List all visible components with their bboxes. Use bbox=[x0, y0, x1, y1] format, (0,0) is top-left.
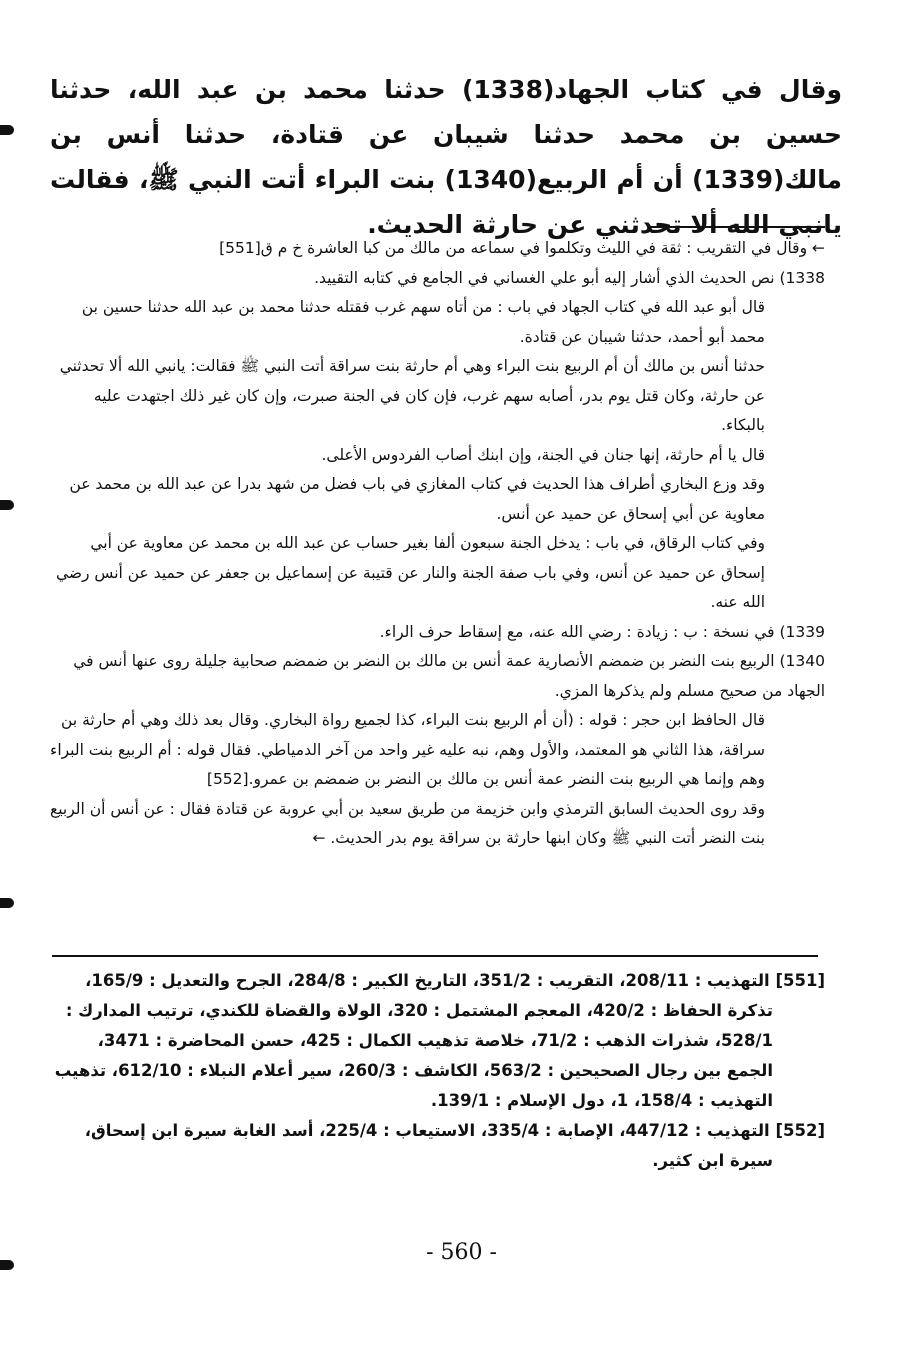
footnotes bbox=[50, 234, 825, 854]
separator-long bbox=[52, 955, 818, 957]
margin-mark bbox=[0, 898, 14, 908]
footnote-1338-para: وفي كتاب الرقاق، في باب : يدخل الجنة سبعون ألفا بغير حساب عن عبد الله بن محمد عن معاوية عن أبي إسحاق عن حميد عن أنس، وفي باب صفة الجنة والنار عن قتيبة عن إسماعيل بن جعفر عن حميد عن أنس رضي الله عنه. bbox=[55, 534, 765, 611]
footnote-1338-para: قال أبو عبد الله في كتاب الجهاد في باب : من أتاه سهم غرب فقتله حدثنا محمد بن عبد الله حدثنا حسين بن محمد أبو أحمد، حدثنا شيبان عن قتادة. bbox=[81, 298, 765, 346]
page-number: - 560 - bbox=[426, 1240, 497, 1265]
footnote-1340-para: وقد روى الحديث السابق الترمذي وابن خزيمة من طريق سعيد بن أبي عروبة عن قتادة فقال : عن أنس أن الربيع بنت النضر أتت النبي ﷺ وكان ابنها حارثة بن سراقة يوم بدر الحديث. ← bbox=[50, 799, 765, 847]
footnote-1340-para: قال الحافظ ابن حجر : قوله : (أن أم الربيع بنت البراء، كذا لجميع رواة البخاري. وقال بعد ذلك وهي أم حارثة بن سراقة، هذا الثاني هو المعتمد، والأول وهم، نبه عليه غير واحد من آخر الدمياطي. فقال قوله : أم الربيع بنت البراء وهم وإنما هي الربيع بنت النضر عمة أنس بن مالك بن النضر بن ضمضم بن عمرو.[552] bbox=[50, 711, 765, 788]
footnote-1338-para: وقد وزع البخاري أطراف هذا الحديث في كتاب المغازي في باب فضل من شهد بدرا عن عبد الله بن محمد عن معاوية عن أبي إسحاق عن حميد عن أنس. bbox=[69, 475, 765, 523]
margin-mark bbox=[0, 1260, 14, 1270]
footnote-continued: ← وقال في التقريب : ثقة في الليث وتكلموا في سماعه من مالك من كبا العاشرة خ م ق[551] bbox=[219, 239, 825, 257]
margin-mark bbox=[0, 125, 14, 135]
reference-552: [552] التهذيب : 447/12، الإصابة : 335/4، الاستيعاب : 225/4، أسد الغابة سيرة ابن إسحاق، سيرة ابن كثير. bbox=[84, 1121, 825, 1170]
footnote-1338: 1338) نص الحديث الذي أشار إليه أبو علي الغساني في الجامع في كتابه التقييد. bbox=[314, 268, 825, 287]
margin-mark bbox=[0, 500, 14, 510]
separator-short bbox=[650, 226, 825, 228]
footnote-1338-para: حدثنا أنس بن مالك أن أم الربيع بنت البراء وهي أم حارثة بنت سراقة أتت النبي ﷺ فقالت: يانبي الله ألا تحدثني عن حارثة، وكان قتل يوم بدر، أصابه سهم غرب، فإن كان في الجنة صبرت، وإن كان غير ذلك اجتهدت عليه بالبكاء. bbox=[59, 357, 765, 434]
footnote-1338-para: قال يا أم حارثة، إنها جنان في الجنة، وإن ابنك أصاب الفردوس الأعلى. bbox=[321, 445, 765, 464]
references bbox=[50, 966, 825, 1176]
reference-551: [551] التهذيب : 208/11، التقريب : 351/2، التاريخ الكبير : 284/8، الجرح والتعديل : 165/9، تذكرة الحفاظ : 420/2، المعجم المشتمل : 320، الولاة والقضاة للكندي، ترتيب المدارك : 528/1، شذرات الذهب : 71/2، خلاصة تذهيب الكمال : 425، حسن المحاضرة : 3471، الجمع بين رجال الصحيحين : 563/2، الكاشف : 260/3، سير أعلام النبلاء : 612/10، تذهيب التهذيب : 158/4، 1، دول الإسلام : 139/1. bbox=[54, 971, 825, 1110]
footnote-1340: 1340) الربيع بنت النضر بن ضمضم الأنصارية عمة أنس بن مالك بن النضر بن ضمضم صحابية جليلة روى عنها أنس في الجهاد من صحيح مسلم ولم يذكرها المزي. bbox=[73, 652, 825, 700]
footnote-1339: 1339) في نسخة : ب : زيادة : رضي الله عنه، مع إسقاط حرف الراء. bbox=[379, 622, 825, 641]
main-paragraph: وقال في كتاب الجهاد(1338) حدثنا محمد بن عبد الله، حدثنا حسين بن محمد حدثنا شيبان عن قتادة، حدثنا أنس بن مالك(1339) أن أم الربيع(1340) بنت البراء أتت النبي ﷺ، فقالت يانبي الله ألا تحدثني عن حارثة الحديث. bbox=[50, 75, 842, 239]
